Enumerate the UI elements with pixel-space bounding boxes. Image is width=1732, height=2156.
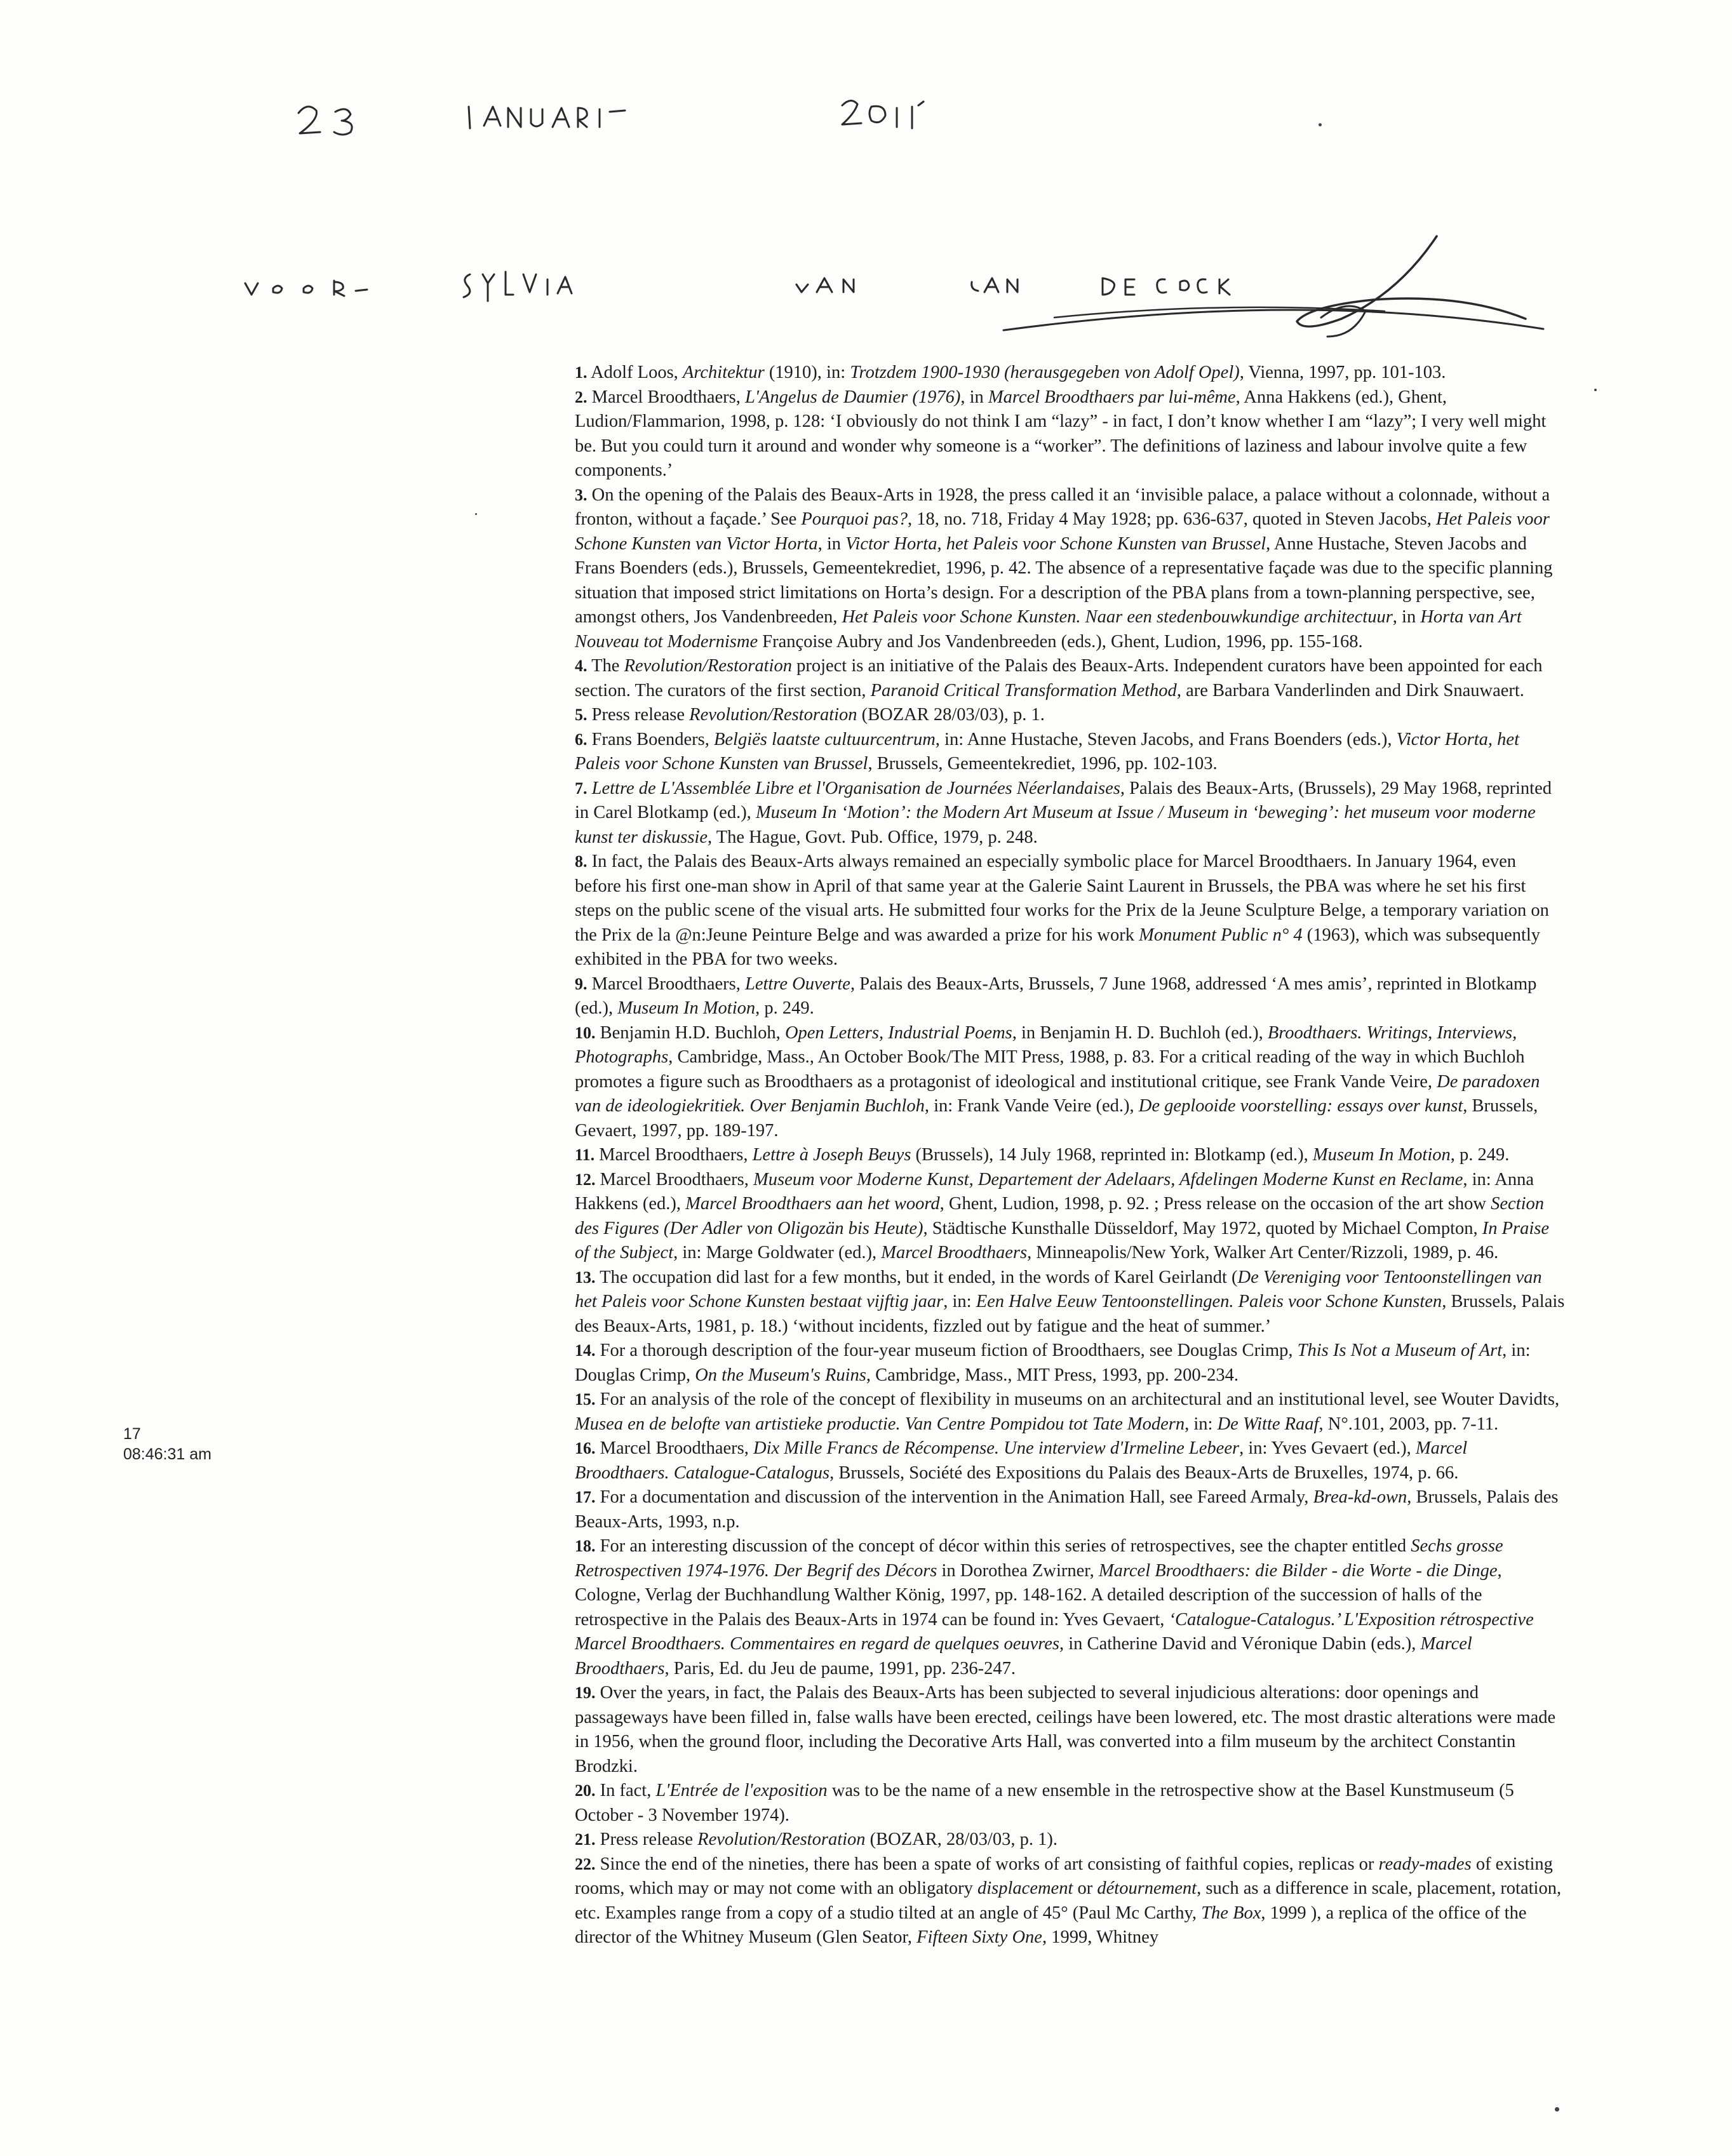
endnote-title: ‘Catalogue-Catalogus.’ L'Exposition rétrospective Marcel Broodthaers. Commentaires en regard de quelques oeuvres bbox=[575, 1609, 1534, 1654]
endnote-text: Marcel Broodthaers, bbox=[600, 1169, 753, 1189]
endnote-title: Marcel Broodthaers aan het woord bbox=[685, 1194, 940, 1214]
endnote-text: Marcel Broodthaers, bbox=[599, 1145, 753, 1165]
endnote-text: Since the end of the nineties, there has been a spate of works of art consisting of faithful copies, replicas or bbox=[600, 1854, 1379, 1874]
endnote bbox=[575, 1485, 1566, 1534]
endnote-text: , in: Douglas Crimp, bbox=[575, 1341, 1531, 1385]
endnote-text: Marcel Broodthaers, bbox=[600, 1438, 753, 1458]
endnote-number: 7. bbox=[575, 779, 587, 798]
paper-speck bbox=[1555, 2107, 1559, 2112]
endnote-title: Paranoid Critical Transformation Method bbox=[870, 680, 1177, 700]
endnote-text: , 18, no. 718, Friday 4 May 1928; pp. 636-637, quoted in Steven Jacobs, bbox=[907, 509, 1436, 529]
endnote-text: project is an initiative of the Palais des Beaux-Arts. Independent curators have been appointed for each section. The curators of the first section, bbox=[575, 656, 1543, 700]
endnote-title: Brea-kd-own bbox=[1313, 1487, 1407, 1507]
endnotes-list bbox=[575, 361, 1566, 1950]
hw-stroke bbox=[469, 107, 625, 128]
endnote-text: , p. 249. bbox=[755, 998, 814, 1018]
endnote-text: , in Catherine David and Véronique Dabin (eds.), bbox=[1059, 1634, 1421, 1654]
endnote bbox=[575, 703, 1566, 728]
hw-stroke bbox=[334, 109, 352, 135]
endnote-number: 17. bbox=[575, 1488, 596, 1506]
endnote-title: Marcel Broodthaers bbox=[881, 1243, 1028, 1262]
endnote-text: The bbox=[591, 656, 624, 676]
endnote-text: , 1999 ), a replica of the office of the director of the Whitney Museum (Glen Seator, bbox=[575, 1903, 1527, 1947]
endnote-title: Lettre de L'Assemblée Libre et l'Organisation de Journées Néerlandaises bbox=[591, 778, 1120, 798]
endnote-title: Een Halve Eeuw Tentoonstellingen. Paleis voor Schone Kunsten bbox=[976, 1292, 1442, 1311]
endnote-title: Trotzdem 1900-1930 (herausgegeben von Adolf Opel) bbox=[850, 363, 1240, 382]
endnote-text: Françoise Aubry and Jos Vandenbreeden (eds.), Ghent, Ludion, 1996, pp. 155-168. bbox=[758, 631, 1363, 652]
endnote-title: De paradoxen van de ideologiekritiek. Over Benjamin Buchloh bbox=[575, 1071, 1540, 1116]
endnote bbox=[575, 385, 1566, 483]
endnote-number: 1. bbox=[575, 363, 587, 382]
endnote-text: , Brussels, Gemeentekrediet, 1996, pp. 102-103. bbox=[868, 754, 1218, 773]
endnote-title: Horta van Art Nouveau tot Modernisme bbox=[575, 607, 1522, 652]
endnote-title: In Praise of the Subject bbox=[575, 1218, 1550, 1262]
endnote-text: , Palais des Beaux-Arts, Brussels, 7 June 1968, addressed ‘A mes amis’, reprinted in Blotkamp (ed.), bbox=[575, 974, 1537, 1018]
endnote-number: 18. bbox=[575, 1537, 596, 1555]
endnote-title: L'Angelus de Daumier (1976) bbox=[745, 387, 961, 407]
margin-metadata bbox=[123, 1424, 211, 1464]
endnote-text: , Palais des Beaux-Arts, (Brussels), 29 May 1968, reprinted in Carel Blotkamp (ed.), bbox=[575, 778, 1552, 822]
endnote-text: , Ghent, Ludion, 1998, p. 92. ; Press release on the occasion of the art show bbox=[939, 1194, 1491, 1214]
endnote-text: , in bbox=[960, 387, 988, 407]
endnote-title: Section des Figures (Der Adler von Oligozän bis Heute) bbox=[575, 1194, 1545, 1238]
endnote-number: 15. bbox=[575, 1390, 596, 1409]
hw-stroke bbox=[299, 107, 320, 133]
endnote-text: in Dorothea Zwirner, bbox=[937, 1560, 1099, 1581]
print-time: 08:46:31 am bbox=[123, 1445, 211, 1463]
endnote-text: (BOZAR 28/03/03), p. 1. bbox=[857, 705, 1045, 725]
endnote-text: , p. 249. bbox=[1450, 1145, 1510, 1165]
endnote-title: Het Paleis voor Schone Kunsten. Naar een stedenbouwkundige architectuur bbox=[842, 607, 1393, 627]
endnote-title: Museum In Motion bbox=[1312, 1145, 1451, 1165]
endnote-title: Marcel Broodthaers. Catalogue-Catalogus bbox=[575, 1438, 1468, 1483]
endnote-title: Musea en de belofte van artistieke productie. Van Centre Pompidou tot Tate Modern bbox=[575, 1414, 1185, 1434]
paper-speck bbox=[475, 513, 477, 515]
endnote-number: 22. bbox=[575, 1854, 596, 1873]
endnote bbox=[575, 1266, 1566, 1339]
endnote bbox=[575, 1779, 1566, 1828]
endnote bbox=[575, 1339, 1566, 1388]
endnote-text: , Brussels, Société des Expositions du Palais des Beaux-Arts de Bruxelles, 1974, p. 66. bbox=[829, 1463, 1459, 1483]
endnote-title: displacement bbox=[977, 1878, 1073, 1898]
endnote-title: Dix Mille Francs de Récompense. Une interview d'Irmeline Lebeer bbox=[753, 1438, 1240, 1458]
endnote bbox=[575, 1852, 1566, 1950]
endnote-text: , Anna Hakkens (ed.), Ghent, Ludion/Flammarion, 1998, p. 128: ‘I obviously do not think I am “lazy” - in fact, I don’t know whether I am “lazy”; I very well might be. But you could turn it around and wonder why someone is a “worker”. The definitions of laziness and labour involve quite a few components.’ bbox=[575, 387, 1547, 480]
endnote-text: of existing rooms, which may or may not come with an obligatory bbox=[575, 1854, 1553, 1898]
endnote-number: 5. bbox=[575, 706, 587, 724]
endnote-text: , Brussels, Palais des Beaux-Arts, 1981, p. 18.) ‘without incidents, fizzled out by fatigue and the heat of summer.’ bbox=[575, 1292, 1565, 1336]
endnote-title: Pourquoi pas? bbox=[801, 509, 908, 529]
endnote-text: , such as a difference in scale, placement, rotation, etc. Examples range from a copy of a studio tilted at an angle of 45° (Paul Mc Carthy, bbox=[575, 1878, 1562, 1923]
endnote-number: 3. bbox=[575, 485, 587, 504]
endnote bbox=[575, 361, 1566, 385]
endnote-number: 11. bbox=[575, 1146, 595, 1164]
endnote-title: Marcel Broodthaers par lui-même bbox=[988, 387, 1236, 407]
endnote-text: , N°.101, 2003, pp. 7-11. bbox=[1319, 1414, 1499, 1434]
endnote-text: , The Hague, Govt. Pub. Office, 1979, p. 248. bbox=[707, 827, 1038, 847]
signature-stroke bbox=[1004, 310, 1543, 330]
endnote-number: 2. bbox=[575, 387, 587, 406]
endnote bbox=[575, 483, 1566, 655]
paper-speck bbox=[1594, 389, 1597, 391]
endnote-title: Het Paleis voor Schone Kunsten van Victor Horta bbox=[575, 509, 1550, 554]
hw-stroke bbox=[245, 281, 367, 296]
hw-stroke bbox=[842, 100, 923, 128]
endnote-number: 16. bbox=[575, 1439, 596, 1457]
endnote-title: Lettre Ouverte bbox=[745, 974, 850, 994]
endnote-text: Marcel Broodthaers, bbox=[591, 387, 745, 407]
endnote-text: On the opening of the Palais des Beaux-Arts in 1928, the press called it an ‘invisible palace, a palace without a colonnade, without a fronton, without a façade.’ See bbox=[575, 485, 1550, 529]
endnote-text: , in: Anne Hustache, Steven Jacobs, and Frans Boenders (eds.), bbox=[935, 729, 1397, 749]
endnote-text: , Cologne, Verlag der Buchhandlung Walther König, 1997, pp. 148-162. A detailed description of the succession of halls of the retrospective in the Palais des Beaux-Arts in 1974 can be found in: Yves Gevaert, bbox=[575, 1560, 1502, 1630]
endnote-title: Revolution/Restoration bbox=[689, 705, 857, 725]
endnote-text: For a documentation and discussion of the intervention in the Animation Hall, see Fareed Armaly, bbox=[600, 1487, 1313, 1507]
endnote-title: De Vereniging voor Tentoonstellingen van het Paleis voor Schone Kunsten bestaat vijftig jaar bbox=[575, 1267, 1542, 1311]
endnote-title: Architektur bbox=[682, 363, 765, 382]
endnote-title: Museum In Motion bbox=[617, 998, 756, 1018]
endnote-text: , in: bbox=[1185, 1414, 1218, 1434]
endnote-text: , in: Marge Goldwater (ed.), bbox=[673, 1243, 882, 1262]
endnote-text: , Paris, Ed. du Jeu de paume, 1991, pp. 236-247. bbox=[664, 1658, 1016, 1678]
endnote-text: , in: Anna Hakkens (ed.), bbox=[575, 1169, 1534, 1214]
endnote-text: , in: bbox=[943, 1292, 976, 1311]
endnote-text: Adolf Loos, bbox=[591, 363, 683, 382]
endnote-text: , Städtische Kunsthalle Düsseldorf, May 1972, quoted by Michael Compton, bbox=[923, 1218, 1482, 1238]
endnote-text: In fact, the Palais des Beaux-Arts always remained an especially symbolic place for Marcel Broodthaers. In January 1964, even before his first one-man show in April of that same year at the Galerie Saint Laurent in Brussels, the PBA was where he set his first steps on the public scene of the visual arts. He submitted four works for the Prix de la Jeune Sculpture Belge, a temporary variation on the Prix de la @n:Jeune Peinture Belge and was awarded a prize for his work bbox=[575, 852, 1549, 945]
endnote bbox=[575, 1021, 1566, 1144]
endnote-title: Sechs grosse Retrospectiven 1974-1976. Der Begrif des Décors bbox=[575, 1536, 1503, 1581]
endnote-title: Broodthaers. Writings, Interviews, Photographs bbox=[575, 1022, 1517, 1067]
endnote-number: 13. bbox=[575, 1268, 596, 1287]
endnote bbox=[575, 1143, 1566, 1168]
endnote-number: 12. bbox=[575, 1170, 596, 1189]
endnote-text: Benjamin H.D. Buchloh, bbox=[600, 1022, 785, 1043]
endnote-title: détournement bbox=[1097, 1878, 1197, 1898]
endnote-text: (Brussels), 14 July 1968, reprinted in: Blotkamp (ed.), bbox=[911, 1145, 1313, 1165]
endnote bbox=[575, 1436, 1566, 1485]
endnote-number: 20. bbox=[575, 1781, 596, 1800]
endnote-text: , Brussels, Gevaert, 1997, pp. 189-197. bbox=[575, 1096, 1538, 1141]
endnote-title: Marcel Broodthaers: die Bilder - die Worte - die Dinge bbox=[1098, 1560, 1498, 1581]
endnote-text: Over the years, in fact, the Palais des Beaux-Arts has been subjected to several injudicious alterations: door openings and passageways have been filled in, false walls have been erected, ceilings have been lowered, etc. The most drastic alterations were made in 1956, when the ground floor, including the Decorative Arts Hall, was converted into a film museum by the architect Constantin Brodzki. bbox=[575, 1683, 1556, 1776]
endnote-text: Press release bbox=[591, 705, 690, 725]
endnote-title: Revolution/Restoration bbox=[624, 656, 792, 676]
endnote-title: De geplooide voorstelling: essays over kunst bbox=[1138, 1096, 1463, 1116]
hw-stroke bbox=[972, 278, 1017, 292]
endnote-title: Victor Horta, het Paleis voor Schone Kunsten van Brussel bbox=[575, 729, 1519, 773]
endnote-text: , in Benjamin H. D. Buchloh (ed.), bbox=[1012, 1022, 1268, 1043]
endnote bbox=[575, 850, 1566, 972]
hw-stroke bbox=[796, 278, 854, 292]
endnote-title: Lettre à Joseph Beuys bbox=[752, 1145, 911, 1165]
endnote-number: 10. bbox=[575, 1023, 596, 1042]
endnote-text: was to be the name of a new ensemble in the retrospective show at the Basel Kunstmuseum (5 October - 3 November 1974). bbox=[575, 1781, 1514, 1825]
endnote-title: Open Letters, Industrial Poems bbox=[784, 1022, 1012, 1043]
endnote-number: 6. bbox=[575, 730, 587, 749]
endnote-text: Marcel Broodthaers, bbox=[591, 974, 745, 994]
endnote-text: For an analysis of the role of the concept of flexibility in museums on an architectural and an institutional level, see Wouter Davidts, bbox=[600, 1389, 1560, 1409]
endnote-title: Museum voor Moderne Kunst, Departement der Adelaars, Afdelingen Moderne Kunst en Reclame bbox=[753, 1169, 1463, 1189]
endnote-number: 19. bbox=[575, 1684, 596, 1702]
endnote-text: (1963), which was subsequently exhibited in the PBA for two weeks. bbox=[575, 925, 1541, 969]
endnote-title: ready-mades bbox=[1378, 1854, 1472, 1874]
endnote-text: Press release bbox=[600, 1830, 698, 1849]
endnote-text: For an interesting discussion of the concept of décor within this series of retrospectives, see the chapter entitled bbox=[600, 1536, 1411, 1556]
endnote-text: , in: Yves Gevaert (ed.), bbox=[1239, 1438, 1416, 1458]
endnote-title: On the Museum's Ruins bbox=[695, 1365, 866, 1385]
endnote bbox=[575, 654, 1566, 703]
signature-stroke bbox=[1297, 236, 1526, 326]
endnote-text: Frans Boenders, bbox=[591, 729, 714, 749]
endnote-title: Victor Horta, het Paleis voor Schone Kunsten van Brussel bbox=[845, 533, 1266, 554]
endnote-title: Belgiës laatste cultuurcentrum bbox=[713, 729, 936, 749]
endnote-text: (1910), in: bbox=[764, 363, 850, 382]
endnote bbox=[575, 1681, 1566, 1779]
endnote-title: The Box bbox=[1201, 1903, 1261, 1923]
endnote-title: L'Entrée de l'exposition bbox=[655, 1781, 828, 1800]
endnote-text: (BOZAR, 28/03/03, p. 1). bbox=[865, 1830, 1057, 1849]
endnote bbox=[575, 1828, 1566, 1852]
endnote-text: , Anne Hustache, Steven Jacobs and Frans Boenders (eds.), Brussels, Gemeentekrediet, 1996, p. 42. The absence of a representative façade was due to the specific planning situation that imposed strict limitations on Horta’s design. For a description of the PBA plans from a town-planning perspective, see, amongst others, Jos Vandenbreeden, bbox=[575, 533, 1553, 627]
endnote-text: , Cambridge, Mass., An October Book/The MIT Press, 1988, p. 83. For a critical reading of the way in which Buchloh promotes a figure such as Broodthaers as a protagonist of ideological and institutional critique, see Frank Vande Veire, bbox=[575, 1047, 1525, 1092]
endnote bbox=[575, 972, 1566, 1021]
endnote-title: Monument Public n° 4 bbox=[1139, 925, 1303, 945]
hw-stroke bbox=[1103, 278, 1230, 295]
endnote-title: Museum In ‘Motion’: the Modern Art Museum at Issue / Museum in ‘beweging’: het museum voor moderne kunst ter diskussie bbox=[575, 803, 1536, 847]
endnote-text: , 1999, Whitney bbox=[1042, 1927, 1159, 1947]
endnote-number: 8. bbox=[575, 852, 587, 871]
endnote bbox=[575, 728, 1566, 777]
endnote-number: 14. bbox=[575, 1341, 596, 1360]
endnote-title: De Witte Raaf bbox=[1217, 1414, 1319, 1434]
endnote-title: Fifteen Sixty One bbox=[916, 1927, 1042, 1947]
endnote bbox=[575, 777, 1566, 850]
endnote-text: For a thorough description of the four-year museum fiction of Broodthaers, see Douglas Crimp, bbox=[600, 1341, 1298, 1360]
page-number: 17 bbox=[123, 1425, 141, 1443]
endnote-text: , Vienna, 1997, pp. 101-103. bbox=[1239, 363, 1446, 382]
endnote-text: , in bbox=[817, 533, 846, 554]
endnote-text: The occupation did last for a few months, but it ended, in the words of Karel Geirlandt ( bbox=[600, 1267, 1238, 1287]
endnote-text: , in: Frank Vande Veire (ed.), bbox=[924, 1096, 1139, 1116]
handwritten-dedication bbox=[0, 0, 1732, 394]
endnote-text: In fact, bbox=[600, 1781, 656, 1800]
endnote-text: , Minneapolis/New York, Walker Art Center/Rizzoli, 1989, p. 46. bbox=[1027, 1243, 1499, 1262]
endnote bbox=[575, 1168, 1566, 1266]
endnote-number: 4. bbox=[575, 657, 587, 675]
endnote-text: or bbox=[1073, 1878, 1098, 1898]
hw-stroke bbox=[464, 272, 572, 301]
endnote-text: , Cambridge, Mass., MIT Press, 1993, pp. 200-234. bbox=[866, 1365, 1239, 1385]
endnote-title: Marcel Broodthaers bbox=[575, 1634, 1472, 1678]
endnote bbox=[575, 1534, 1566, 1681]
endnote bbox=[575, 1388, 1566, 1436]
endnote-text: , are Barbara Vanderlinden and Dirk Snauwaert. bbox=[1176, 680, 1524, 700]
endnote-title: Revolution/Restoration bbox=[697, 1830, 866, 1849]
endnote-text: , in bbox=[1392, 607, 1421, 627]
endnote-title: This Is Not a Museum of Art bbox=[1297, 1341, 1503, 1360]
endnote-text: , Brussels, Palais des Beaux-Arts, 1993, n.p. bbox=[575, 1487, 1559, 1532]
paper-speck bbox=[1319, 123, 1322, 126]
endnote-number: 9. bbox=[575, 974, 587, 993]
endnote-number: 21. bbox=[575, 1830, 596, 1849]
